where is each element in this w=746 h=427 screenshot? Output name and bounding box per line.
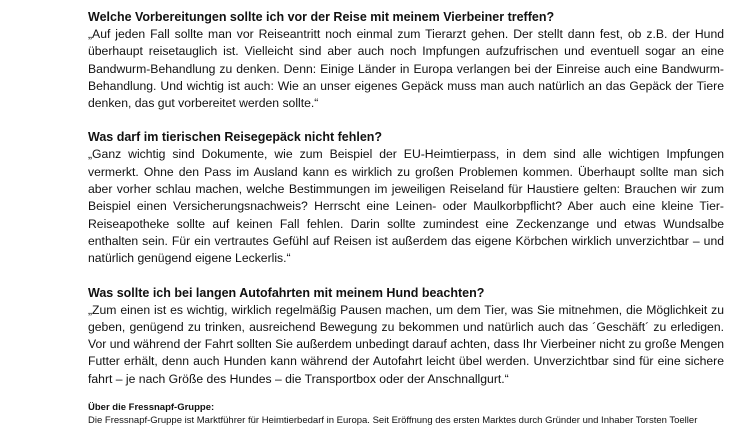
about-heading: Über die Fressnapf-Gruppe: <box>88 402 215 414</box>
question-heading: Was sollte ich bei langen Autofahrten mit meinem Hund beachten? <box>88 285 485 300</box>
about-section <box>88 401 724 427</box>
faq-section-luggage <box>88 129 724 267</box>
faq-section-car-travel <box>88 285 724 388</box>
document-page <box>88 9 724 427</box>
paragraph-spacer <box>88 112 724 129</box>
about-text: Die Fressnapf-Gruppe ist Marktführer für Heimtierbedarf in Europa. Seit Eröffnung des ersten Marktes durch Gründer und Inhaber Torsten Toeller <box>88 415 698 427</box>
question-heading: Welche Vorbereitungen sollte ich vor der Reise mit meinem Vierbeiner treffen? <box>88 10 555 24</box>
faq-section-preparation <box>88 9 724 112</box>
answer-paragraph: „Ganz wichtig sind Dokumente, wie zum Beispiel der EU-Heimtierpass, in dem sind alle wichtigen Impfungen vermerkt. Ohne den Pass im Ausland kann es wirklich zu großen Problemen kommen. Überhaupt sollte man sich aber vorher schlau machen, welche Bestimmungen im jeweiligen Reiseland für Haustiere gelten: Brauchen wir zum Beispiel einen Versicherungsnachweis? Herrscht eine Leinen- oder Maulkorbpflicht? Aber auch eine kleine Tier-Reiseapotheke sollte auf keinen Fall fehlen. Darin sollte zumindest eine Zeckenzange und etwas Wundsalbe enthalten sein. Für ein vertrautes Gefühl auf Reisen ist außerdem das eigene Körbchen wirklich unverzichtbar – und natürlich genügend eigene Leckerlis.“ <box>88 147 724 266</box>
answer-paragraph: „Zum einen ist es wichtig, wirklich regelmäßig Pausen machen, um dem Tier, was Sie mitnehmen, die Möglichkeit zu geben, genügend zu trinken, ausreichend Bewegung zu bekommen und natürlich auch das ´Geschäft´ zu erledigen. Vor und während der Fahrt sollten Sie außerdem unbedingt darauf achten, dass Ihr Vierbeiner nicht zu große Mengen Futter erhält, denn auch Hunden kann während der Autofahrt leicht übel werden. Unverzichtbar sind für eine sichere fahrt – je nach Größe des Hundes – die Transportbox oder der Anschnallgurt.“ <box>88 302 724 386</box>
answer-paragraph: „Auf jeden Fall sollte man vor Reiseantritt noch einmal zum Tierarzt gehen. Der stellt dann fest, ob z.B. der Hund überhaupt reisetauglich ist. Vielleicht sind aber auch noch Impfungen aufzufrischen und eventuell sogar an eine Bandwurm-Behandlung zu denken. Denn: Einige Länder in Europa verlangen bei der Einreise auch eine Bandwurm-Behandlung. Und wichtig ist auch: Wie an unser eigenes Gepäck muss man auch natürlich an das Gepäck der Tiere denken, das gut vorbereitet werden sollte.“ <box>88 27 724 111</box>
paragraph-spacer <box>88 388 724 401</box>
paragraph-spacer <box>88 268 724 285</box>
question-heading: Was darf im tierischen Reisegepäck nicht fehlen? <box>88 130 383 145</box>
